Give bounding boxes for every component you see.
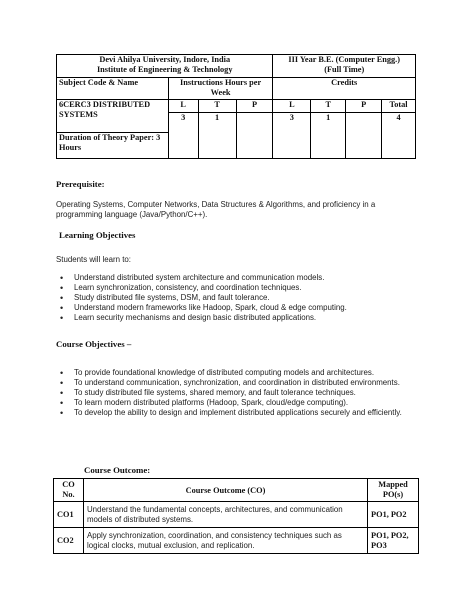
credits-p-value — [346, 113, 382, 159]
course-outcome-heading: Course Outcome: — [84, 465, 151, 475]
list-item: • To learn modern distributed platforms (Hadoop, Spark, cloud/edge computing). — [56, 398, 411, 408]
co-text: Understand the fundamental concepts, architectures, and communication models of distributed systems. — [83, 502, 367, 528]
duration-label: Duration of Theory Paper: 3 Hours — [57, 133, 169, 159]
learning-objectives-list — [56, 273, 426, 323]
hours-t-value: 1 — [198, 113, 236, 159]
institute-name: Institute of Engineering & Technology — [96, 65, 233, 74]
list-item: • Understand distributed system architecture and communication models. — [56, 273, 426, 283]
credits-t-value: 1 — [311, 113, 346, 159]
learning-intro: Students will learn to: — [56, 255, 131, 264]
co-outcome-header: Course Outcome (CO) — [83, 479, 367, 502]
credits-l-value: 3 — [273, 113, 311, 159]
table-row — [54, 528, 419, 554]
co-no-header: CO No. — [54, 479, 84, 502]
course-objectives-list — [56, 368, 411, 418]
hours-p-label: P — [236, 100, 273, 113]
credits-label: Credits — [273, 78, 416, 100]
list-item: • Learn synchronization, consistency, and coordination techniques. — [56, 283, 426, 293]
credits-total-value: 4 — [382, 113, 416, 159]
table-row — [54, 502, 419, 528]
co-text: Apply synchronization, coordination, and consistency techniques such as logical clocks, mutual exclusion, and replication. — [83, 528, 367, 554]
learning-objectives-heading: Learning Objectives — [59, 230, 136, 240]
instruction-hours-label: Instructions Hours per Week — [168, 78, 273, 100]
subject-code-label: Subject Code & Name — [57, 78, 169, 100]
co-mapped: PO1, PO2 — [368, 502, 419, 528]
co-mapped-header: Mapped PO(s) — [368, 479, 419, 502]
list-item: • To provide foundational knowledge of distributed computing models and architectures. — [56, 368, 411, 378]
year-course: III Year B.E. (Computer Engg.) — [288, 55, 401, 64]
co-number: CO1 — [54, 502, 84, 528]
prerequisite-text: Operating Systems, Computer Networks, Data Structures & Algorithms, and proficiency in a programming language (Java/Python/C++). — [56, 200, 376, 219]
hours-l-value: 3 — [168, 113, 198, 159]
course-header-table — [56, 54, 416, 159]
list-item: • Study distributed file systems, DSM, and fault tolerance. — [56, 293, 426, 303]
co-mapped: PO1, PO2, PO3 — [368, 528, 419, 554]
credits-t-label: T — [311, 100, 346, 113]
list-item: • To develop the ability to design and implement distributed applications securely and efficiently. — [56, 408, 411, 418]
list-item: • To understand communication, synchronization, and coordination in distributed environments. — [56, 378, 411, 388]
list-item: • Understand modern frameworks like Hadoop, Spark, cloud & edge computing. — [56, 303, 426, 313]
hours-t-label: T — [198, 100, 236, 113]
co-number: CO2 — [54, 528, 84, 554]
credits-total-label: Total — [382, 100, 416, 113]
course-objectives-heading: Course Objectives – — [56, 339, 132, 349]
hours-p-value — [236, 113, 273, 159]
course-code-name: 6CERC3 DISTRIBUTED SYSTEMS — [57, 100, 169, 133]
university-institute-cell — [57, 55, 273, 78]
course-outcome-table — [53, 478, 419, 554]
credits-l-label: L — [273, 100, 311, 113]
hours-l-label: L — [168, 100, 198, 113]
study-mode: (Full Time) — [324, 65, 365, 74]
list-item: • Learn security mechanisms and design basic distributed applications. — [56, 313, 426, 323]
university-name: Devi Ahilya University, Indore, India — [99, 55, 231, 64]
credits-p-label: P — [346, 100, 382, 113]
year-course-cell — [273, 55, 416, 78]
list-item: • To study distributed file systems, shared memory, and fault tolerance techniques. — [56, 388, 411, 398]
prerequisite-heading: Prerequisite: — [56, 179, 105, 189]
